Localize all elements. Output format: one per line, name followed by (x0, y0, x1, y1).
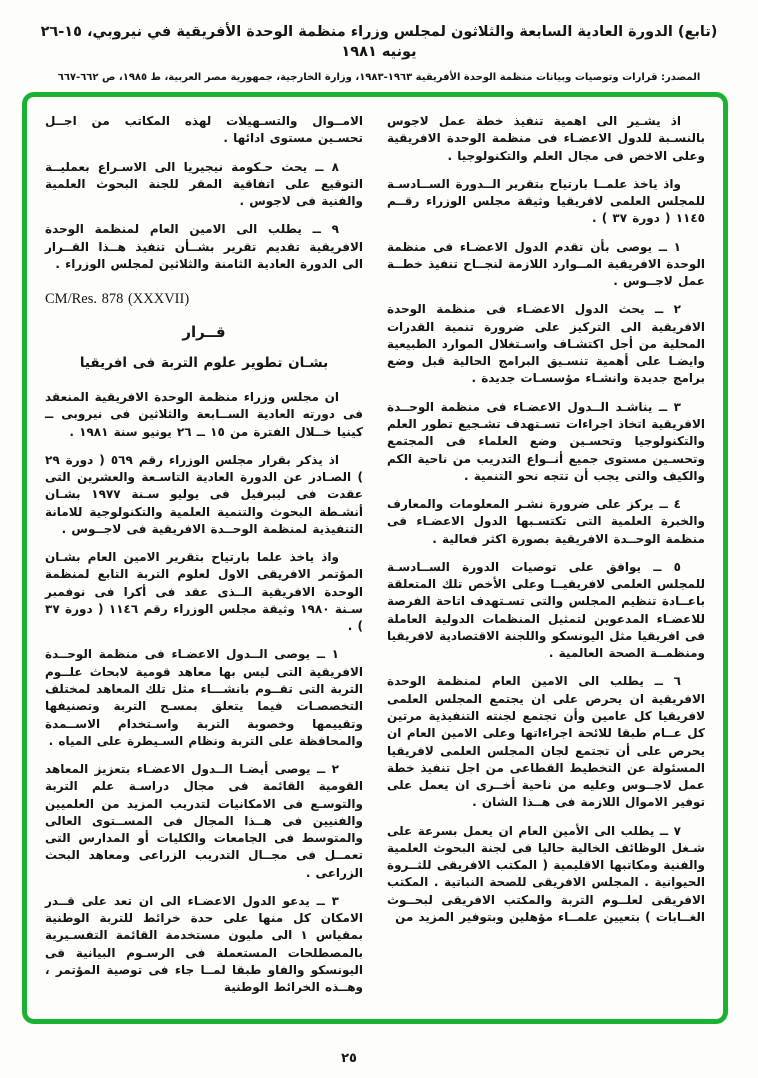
operative-item-9: ٩ ــ يطلب الى الامين العام لمنظمة الوحدة الافريقية تقديم تقرير بشــأن تنفيذ هــذا القــرار الى الدورة العادية الثامنة والثلاثين لمجلس الوزراء . (45, 222, 363, 271)
operative-item-7: ٧ ــ يطلب الى الأمين العام ان يعمل بسرعة على شـغل الوظائف الخالية حاليا فى لجنة البحوث العلمية والفنية ومكاتبها الاقليمية ( المكتب الافريقى للثــروة الحيوانية . المجلس الافريقى للصحة النباتية . المكتب الافريقى لعلــوم التربة والمكتب الافريقى لبحــوث الغــابات ) بتعيين علمــاء مؤهلين وبتوفير المزيد من (387, 823, 705, 924)
two-column-layout (45, 113, 705, 1009)
page-header (28, 22, 730, 84)
preamble-paragraph: واذ ياخذ علمــا بارتياح بتقرير الــدورة الســادسـة للمجلس العلمى لافريقيا وثيقة مجلس الوزراء رقــم ١١٤٥ ( دورة ٣٧ ) . (387, 176, 705, 226)
resolution-title: قــرار (182, 323, 226, 341)
operative-item-8: ٨ ــ يحث حـكومة نيجيريا الى الاسـراع بعمليــة التوقيع على اتفاقية المقر للجنة البحوث العلمية والفنية فى لاجوس . (45, 159, 363, 209)
header-title: (تابع) الدورة العادية السابعة والثلاثون لمجلس وزراء منظمة الوحدة الأفريقية في نيروبي، ١٥-٢٦ يونيه ١٩٨١ (40, 24, 718, 61)
operative-item-2: ٢ ــ يوصى أيضـا الــدول الاعضـاء بتعزيز المعاهد القومية القائمة فى مجال دراسـة علم التربة والتوسـع فى الامكانيات لتدريب المزيد من العلميين والفنيين فى هــذا المجال فى المســتوى العالى والمتوسط فى الجامعات والكليات أو المدارس التى تعمــل فى مجــال التدريب الزراعى ومعاهد البحث الزراعى . (45, 762, 363, 880)
preamble-paragraph: ان مجلس وزراء منظمة الوحدة الافريقية المنعقد فى دورته العادية الســابعة والثلاثين فى نيروبى ــ كينيا خــلال الفترة من ١٥ ــ ٢٦ يونيو سنة ١٩٨١ . (45, 390, 363, 439)
preamble-paragraph: اذ يشـير الى اهمية تنفيذ خطة عمل لاجوس بالنسـبة للدول الاعضـاء فى منظمة الوحدة الافريقية وعلى الاخص فى مجال العلم والتكنولوجيا . (387, 114, 705, 163)
header-source: المصدر: قرارات وتوصيات وبيانات منظمة الوحدة الأفريقية ١٩٦٣-١٩٨٣، وزارة الخارجية، جمهورية مصر العربية، ط ١٩٨٥، ص ٦٦٢-٦٦٧ (57, 71, 701, 83)
right-column (387, 113, 705, 1009)
resolution-subject: بشـان تطوير علوم التربة فى افريقيا (79, 354, 329, 371)
operative-item-2: ٢ ــ يحث الدول الاعضـاء فى منظمة الوحدة الافريقية الى التركيز على ضرورة تنمية القدرات المحلية من أجل اكتشـاف واسـتغلال الموارد الطبيعية وايضـا على أهمية تنسـيق البرامج الحالية قبل وضع برامج جديدة وانشـاء مؤسسـات جديدة . (387, 302, 705, 386)
page-number: ٢٥ (341, 1051, 357, 1066)
content-frame (22, 92, 728, 1024)
operative-item-3: ٣ ــ يناشـد الــدول الاعضـاء فى منظمة الوحــدة الافريقية اتخاذ اجراءات تسـتهدف تشـجيع تطور العلم والتكنولوجيا وتحسـين وضع العلماء فى المجتمع وتحسـين مستوى جميع أنــواع التدريب من ناحية الكم والكيف والتى يجب أن تتجه نحو التنمية . (387, 399, 705, 483)
operative-item-5: ٥ ــ يوافق على توصيات الدورة الســادسـة للمجلس العلمى لافريقيــا وعلى الأخص تلك المتعلقة باعــادة تنظيم المجلس والتى تسـتهدف اتاحة الفرصة للاعضـاء المدعوين لتمثيل المنظمات الدولية العاملة فى افريقيا مثل اليونسكو واللجنة الاقتصادية لافريقيا ومنظمــة الصحة العالمية . (387, 559, 705, 661)
operative-item-6: ٦ ــ يطلب الى الامين العام لمنظمة الوحدة الافريقية ان يحرص على ان يجتمع المجلس العلمى لافريقيا كل عامين وأن تجتمع لجنته التنفيذية مرتين كل عــام طبقا للائحة اجراءاتها وعلى الامين العام ان يحرص على أن تجتمع لجان المجلس العلمى لافريقيا المسئولة عن التخطيط القطاعى من اجل تنفيذ خطة عمل لاجــوس وعليه من ناحية أخــرى ان يعمل على توفير الاموال اللازمة فى هــذا الشان . (387, 674, 705, 810)
operative-item-7-continuation: الامــوال والتسـهيلات لهذه المكاتب من اجــل تحسـين مستوى ادائها . (45, 114, 363, 146)
operative-item-4: ٤ ــ يركز على ضرورة نشـر المعلومات والمعارف والخبرة العلمية التى تكتسـبها الدول الاعضـاء فى منظمة الوحــدة الافريقية بصورة اكثر فعالية . (387, 497, 705, 546)
preamble-paragraph: واذ ياخذ علما بارتياح بتقرير الامين العام بشـان المؤتمر الافريقى الاول لعلوم التربة التابع لمنظمة الوحدة الافريقية الــذى عقد فى أكرا فى نوفمبر سـنة ١٩٨٠ وثيقة مجلس الوزراء رقم ١١٤٦ ( دورة ٣٧ ) . (45, 550, 363, 634)
preamble-paragraph: اذ يذكر بقرار مجلس الوزراء رقم ٥٦٩ ( دورة ٢٩ ) الصـادر عن الدورة العادية التاسـعة والعشرين التى عقدت فى ليبرفيل فى يوليو سـنة ١٩٧٧ بشـان أنشـطة البحوث والتنمية العلمية والتكنولوجية للامانة التنفيذية لمنظمة الوحــدة الافريقية فى لاجــوس . (45, 452, 364, 536)
operative-item-1: ١ ــ يوصى الــدول الاعضـاء فى منظمة الوحــدة الافريقية التى ليس بها معاهد قومية لابحاث علــوم التربة التى تقــوم بانشـــاء مثل تلك المعاهد لمختلف التخصصـات فيما يتعلق بمسـح التربة وتصنيفها وتقييمها وخصوبة التربة واسـتخدام الاســمدة والمحافظة على التربة ونظام السـيطرة على المياه . (45, 647, 363, 748)
operative-item-1: ١ ــ يوصى بأن تقدم الدول الاعضـاء فى منظمة الوحدة الافريقية المــوارد اللازمة لنجــاح تنفيذ خطــة عمل لاجــوس . (387, 239, 705, 289)
operative-item-3: ٣ ــ يدعو الدول الاعضـاء الى ان تعد على قــدر الامكان كل منها على حدة خرائط للتربة الوطنية بمقياس ١ الى مليون مستخدمة القائمة التفسـيرية بالمصطلحات المستعملة فى الرسـوم البيانية فى اليونسكو والفاو طبقا لمــا جاء فى توصية المؤتمر ، وهــذه الخرائط الوطنية (45, 893, 364, 995)
left-column (45, 113, 363, 1009)
resolution-code: CM/Res. 878 (XXXVII) (45, 291, 190, 308)
page-footer (0, 1051, 698, 1066)
